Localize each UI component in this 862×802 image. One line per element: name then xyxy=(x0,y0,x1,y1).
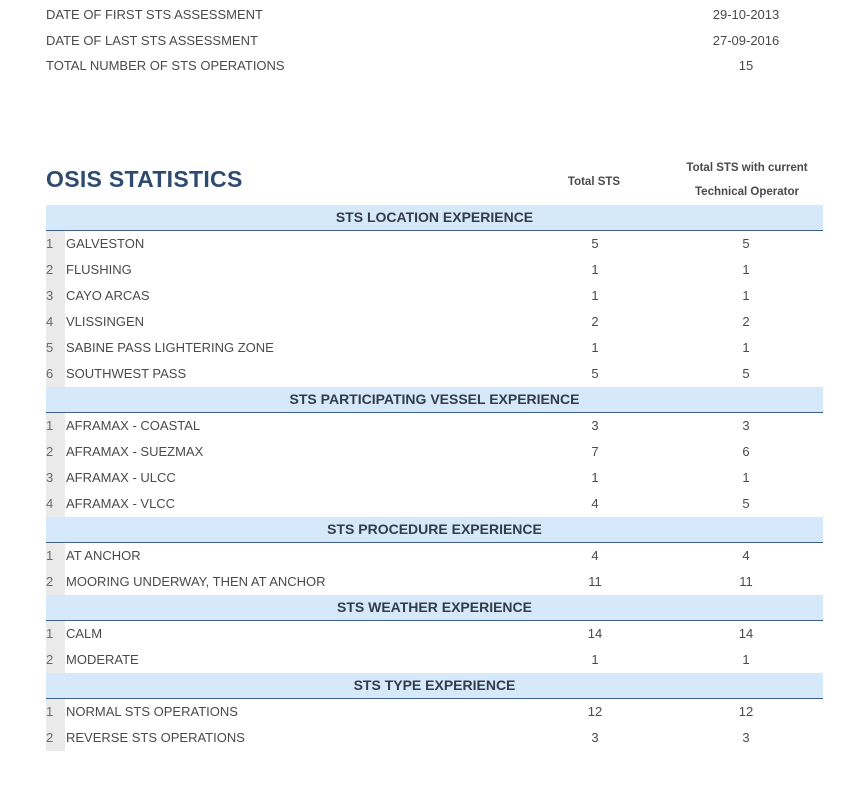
group-header: STS PROCEDURE EXPERIENCE xyxy=(46,517,823,543)
row-current: 1 xyxy=(742,652,750,667)
row-total: 1 xyxy=(591,288,599,303)
row-name: FLUSHING xyxy=(66,262,132,277)
summary-row xyxy=(46,4,806,26)
statistics-table xyxy=(46,205,823,751)
row-total: 1 xyxy=(591,262,599,277)
row-total: 3 xyxy=(591,730,599,745)
row-name: SABINE PASS LIGHTERING ZONE xyxy=(66,340,274,355)
row-index: 6 xyxy=(46,361,65,387)
column-header-current xyxy=(672,156,822,204)
table-row xyxy=(46,491,823,517)
row-total: 4 xyxy=(591,496,599,511)
column-header-current-line1: Total STS with current xyxy=(686,162,808,174)
table-row xyxy=(46,699,823,725)
row-total: 1 xyxy=(591,470,599,485)
row-index: 4 xyxy=(46,309,65,335)
row-name: CAYO ARCAS xyxy=(66,288,150,303)
row-current: 11 xyxy=(739,574,753,589)
row-name: VLISSINGEN xyxy=(66,314,145,329)
row-name: AFRAMAX - ULCC xyxy=(66,470,176,485)
table-row xyxy=(46,569,823,595)
summary-value: 29-10-2013 xyxy=(712,7,780,22)
group-header: STS TYPE EXPERIENCE xyxy=(46,673,823,699)
row-index: 2 xyxy=(46,439,65,465)
table-row xyxy=(46,283,823,309)
table-row xyxy=(46,439,823,465)
group-header: STS WEATHER EXPERIENCE xyxy=(46,595,823,621)
row-index: 1 xyxy=(46,621,65,647)
section-title: OSIS STATISTICS xyxy=(46,166,243,192)
row-name: REVERSE STS OPERATIONS xyxy=(66,730,245,745)
row-name: MODERATE xyxy=(66,652,139,667)
row-index: 4 xyxy=(46,491,65,517)
summary-value: 15 xyxy=(738,58,754,73)
row-total: 12 xyxy=(587,704,603,719)
row-total: 1 xyxy=(591,340,599,355)
summary-label: DATE OF LAST STS ASSESSMENT xyxy=(46,33,258,48)
row-current: 1 xyxy=(742,340,750,355)
row-name: CALM xyxy=(66,626,103,641)
row-current: 3 xyxy=(742,418,750,433)
table-row xyxy=(46,309,823,335)
row-current: 12 xyxy=(738,704,754,719)
row-current: 1 xyxy=(742,470,750,485)
row-total: 4 xyxy=(591,548,599,563)
column-header-current-line2: Technical Operator xyxy=(695,186,799,198)
group-header: STS PARTICIPATING VESSEL EXPERIENCE xyxy=(46,387,823,413)
summary-label: DATE OF FIRST STS ASSESSMENT xyxy=(46,7,263,22)
row-current: 6 xyxy=(742,444,750,459)
row-name: AT ANCHOR xyxy=(66,548,141,563)
table-row xyxy=(46,725,823,751)
row-total: 2 xyxy=(591,314,599,329)
row-name: SOUTHWEST PASS xyxy=(66,366,187,381)
row-index: 5 xyxy=(46,335,65,361)
row-index: 2 xyxy=(46,647,65,673)
summary-label: TOTAL NUMBER OF STS OPERATIONS xyxy=(46,58,285,73)
table-row xyxy=(46,543,823,569)
row-total: 5 xyxy=(591,366,599,381)
row-total: 11 xyxy=(588,574,602,589)
row-name: AFRAMAX - SUEZMAX xyxy=(66,444,204,459)
row-index: 1 xyxy=(46,231,65,257)
table-row xyxy=(46,621,823,647)
row-index: 2 xyxy=(46,725,65,751)
row-current: 5 xyxy=(742,496,750,511)
row-name: MOORING UNDERWAY, THEN AT ANCHOR xyxy=(66,574,326,589)
row-current: 4 xyxy=(742,548,750,563)
column-header-total: Total STS xyxy=(567,176,621,188)
row-current: 3 xyxy=(742,730,750,745)
row-current: 14 xyxy=(738,626,754,641)
row-current: 5 xyxy=(742,366,750,381)
row-name: GALVESTON xyxy=(66,236,145,251)
row-name: AFRAMAX - VLCC xyxy=(66,496,176,511)
row-total: 7 xyxy=(591,444,599,459)
table-row xyxy=(46,231,823,257)
row-index: 2 xyxy=(46,257,65,283)
row-name: NORMAL STS OPERATIONS xyxy=(66,704,238,719)
row-index: 2 xyxy=(46,569,65,595)
table-row xyxy=(46,361,823,387)
row-index: 1 xyxy=(46,699,65,725)
row-index: 3 xyxy=(46,465,65,491)
group-header: STS LOCATION EXPERIENCE xyxy=(46,205,823,231)
row-total: 1 xyxy=(591,652,599,667)
row-current: 1 xyxy=(742,262,750,277)
summary-row xyxy=(46,30,806,52)
table-row xyxy=(46,257,823,283)
row-total: 14 xyxy=(587,626,603,641)
row-current: 1 xyxy=(742,288,750,303)
table-row xyxy=(46,335,823,361)
row-index: 3 xyxy=(46,283,65,309)
table-row xyxy=(46,465,823,491)
table-row xyxy=(46,647,823,673)
summary-row xyxy=(46,55,806,77)
row-current: 2 xyxy=(742,314,750,329)
row-name: AFRAMAX - COASTAL xyxy=(66,418,201,433)
row-index: 1 xyxy=(46,543,65,569)
summary-value: 27-09-2016 xyxy=(712,33,780,48)
row-total: 5 xyxy=(591,236,599,251)
row-index: 1 xyxy=(46,413,65,439)
table-row xyxy=(46,413,823,439)
row-total: 3 xyxy=(591,418,599,433)
row-current: 5 xyxy=(742,236,750,251)
